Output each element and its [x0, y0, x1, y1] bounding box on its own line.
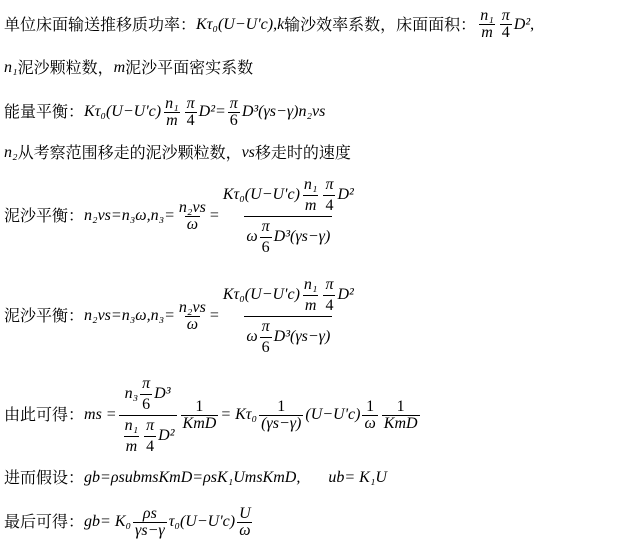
line-final — [4, 500, 255, 544]
n1: n₁ — [303, 175, 318, 193]
result-label: 由此可得： — [4, 405, 85, 424]
ub-equation: ub= K₁U — [328, 469, 387, 486]
d2: D² — [158, 427, 175, 444]
sediment-eq: n₂vs=n₃ω,n₃= — [84, 207, 175, 224]
ms-fraction — [119, 374, 177, 457]
ms-equals: ms = — [84, 406, 117, 423]
d2: D² — [337, 286, 354, 303]
n1: n₁ — [165, 94, 179, 112]
omega: ω — [364, 414, 376, 432]
n1-symbol: n₁ — [4, 59, 18, 76]
omega: ω — [246, 228, 258, 245]
equals: = — [209, 307, 219, 324]
numerator: n₂vs — [178, 298, 206, 316]
line-power — [4, 8, 534, 41]
power-label: 单位床面输送推移质功率： — [4, 14, 197, 34]
vs-symbol: vs — [241, 144, 255, 161]
num-term: Kτ₀(U−U'c) — [222, 286, 300, 303]
frac-1-kmd — [181, 399, 219, 432]
line-assumption — [4, 468, 387, 488]
gamma-diff: γs−γ — [135, 521, 165, 539]
one: 1 — [277, 397, 286, 415]
equals-ktau: = Kτ₀ — [220, 406, 258, 423]
n1: n₁ — [303, 275, 318, 293]
ms-numerator — [123, 374, 173, 415]
pi: π — [142, 374, 151, 392]
k-symbol: k — [277, 15, 285, 33]
n2-symbol: n₂ — [4, 144, 18, 161]
pi: π — [261, 217, 270, 235]
sediment-eq: n₂vs=n₃ω,n₃= — [84, 307, 175, 324]
pi: π — [229, 94, 238, 112]
frac-n2vs-omega — [177, 200, 208, 233]
num-term: Kτ₀(U−U'c) — [222, 186, 300, 203]
four: 4 — [186, 111, 195, 129]
sep: , — [273, 15, 278, 33]
den-term: D³(γs−γ) — [273, 328, 331, 345]
m: m — [481, 24, 493, 41]
ms-denominator — [119, 415, 177, 457]
frac-n1-m — [163, 96, 181, 129]
line-definitions-2 — [4, 143, 351, 163]
frac-pi-4 — [500, 8, 512, 41]
m-symbol: m — [113, 59, 126, 76]
gb-equation: gb=ρsubmsKmD=ρsK₁UmsKmD, — [84, 469, 301, 486]
big-fraction — [221, 275, 356, 358]
six: 6 — [261, 338, 270, 356]
numerator: n₂vs — [178, 198, 206, 216]
six: 6 — [261, 238, 270, 256]
d2-equals: D²= — [198, 103, 226, 120]
comma: , — [530, 15, 535, 33]
gamma-diff: (γs−γ) — [261, 414, 302, 432]
power-formula: Kτ₀(U−U'c) — [196, 15, 274, 33]
d3: D³ — [154, 385, 171, 402]
omega: ω — [239, 521, 251, 539]
d-squared: D² — [513, 15, 531, 33]
kmd: KmD — [182, 414, 217, 432]
one: 1 — [195, 397, 204, 415]
six: 6 — [142, 395, 151, 413]
assumption-label: 进而假设： — [4, 468, 85, 487]
big-denominator — [244, 216, 332, 258]
m: m — [166, 111, 178, 129]
n1-description: 泥沙颗粒数， — [17, 58, 114, 77]
frac-1-omega — [362, 399, 377, 432]
den-term: D³(γs−γ) — [273, 228, 331, 245]
four: 4 — [325, 296, 334, 314]
m: m — [304, 296, 317, 314]
frac-n2vs-omega — [177, 300, 208, 333]
pi: π — [261, 317, 270, 335]
kmd: KmD — [383, 414, 418, 432]
u: U — [239, 504, 251, 522]
pi: π — [501, 7, 510, 24]
velocity-diff: (U−U'c) — [305, 406, 361, 423]
four: 4 — [501, 24, 510, 41]
big-fraction — [221, 175, 356, 258]
big-denominator — [244, 316, 332, 358]
big-numerator — [221, 275, 356, 316]
k-description: 输沙效率系数，床面面积： — [284, 14, 477, 34]
m-description: 泥沙平面密实系数 — [125, 58, 254, 77]
one: 1 — [396, 397, 405, 415]
denominator: ω — [186, 215, 199, 233]
frac-pi-6 — [228, 96, 240, 129]
frac-u-omega — [237, 506, 253, 539]
gb-k0: gb= K₀ — [84, 513, 132, 530]
six: 6 — [229, 111, 238, 129]
frac-1-kmd — [382, 399, 420, 432]
n1: n₁ — [480, 7, 494, 24]
final-label: 最后可得： — [4, 512, 85, 531]
rho-s: ρs — [142, 504, 157, 522]
big-numerator — [221, 175, 356, 216]
line-definitions-1 — [4, 58, 253, 78]
tau-velocity: τ₀(U−U'c) — [168, 513, 236, 530]
pi: π — [146, 416, 155, 434]
pi: π — [325, 275, 334, 293]
equals: = — [209, 207, 219, 224]
n2-description: 从考察范围移走的泥沙颗粒数， — [17, 143, 242, 162]
four: 4 — [146, 437, 155, 455]
frac-n1-m — [478, 8, 496, 41]
d2: D² — [337, 186, 354, 203]
pi: π — [186, 94, 195, 112]
pi: π — [325, 175, 334, 193]
omega: ω — [246, 328, 258, 345]
m: m — [125, 437, 138, 455]
line-sediment-balance-1 — [4, 176, 358, 256]
line-sediment-balance-2 — [4, 276, 358, 356]
vs-description: 移走时的速度 — [254, 143, 351, 162]
denominator: ω — [186, 315, 199, 333]
frac-1-gamma — [259, 399, 303, 432]
m: m — [304, 196, 317, 214]
n1: n₁ — [124, 416, 139, 434]
energy-label: 能量平衡： — [4, 102, 85, 121]
one: 1 — [366, 397, 375, 415]
energy-rhs: D³(γs−γ)n₂vs — [241, 103, 326, 120]
frac-pi-4 — [185, 96, 197, 129]
sediment-label: 泥沙平衡： — [4, 206, 85, 225]
sediment-label: 泥沙平衡： — [4, 306, 85, 325]
frac-rho-gamma — [133, 506, 167, 539]
line-ms-result — [4, 370, 422, 460]
four: 4 — [325, 196, 334, 214]
n3: n₃ — [124, 385, 139, 402]
energy-lhs: Kτ₀(U−U'c) — [84, 103, 162, 120]
line-energy-balance — [4, 92, 325, 132]
